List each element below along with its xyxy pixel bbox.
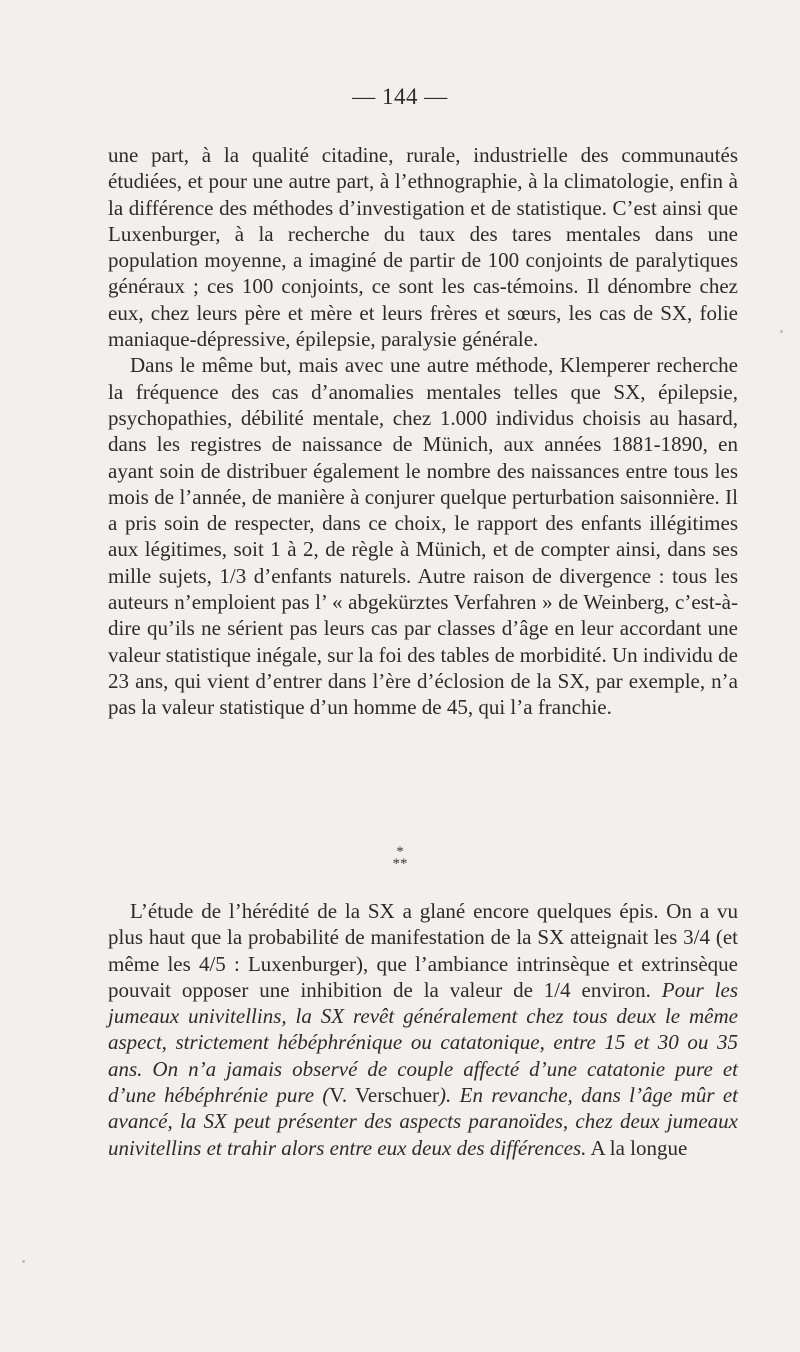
asterism-top-star: * <box>396 844 404 860</box>
paper-speck <box>22 1260 25 1263</box>
paragraph-3-citation: V. Verschuer <box>329 1083 440 1108</box>
paragraph-3-text-tail: A la longue <box>586 1135 688 1160</box>
page-number: — 144 — <box>352 84 448 109</box>
paragraph-2-text: Dans le même but, mais avec une autre méthode, Klemperer recherche la fréquence des cas d’anomalies mentales telles que SX, épilepsie, psychopathies, débilité mentale, chez 1.000 individus choisis au hasard, dans les registres de naissance de Münich, aux années 1881-1890, en ayant soin de distribuer également le nombre des naissances entre tous les mois de l’année, de manière à conjurer quelque perturbation saisonnière. Il a pris soin de respecter, dans ce choix, le rapport des enfants illégitimes aux légitimes, soit 1 à 2, de règle à Münich, et de compter ainsi, dans ses mille sujets, 1/3 d’enfants naturels. Autre raison de divergence : tous les auteurs n’emploient pas l’ « abgekürztes Verfahren » de Weinberg, c’est-à-dire qu’ils ne sérient pas leurs cas par classes d’âge en leur accordant une valeur statistique inégale, sur la foi des tables de morbidité. Un individu de 23 ans, qui vient d’entrer dans l’ère d’éclosion de la SX, par exemple, n’a pas la valeur statistique d’un homme de 45, qui l’a franchie. <box>108 353 738 720</box>
paragraph-2 <box>108 352 738 720</box>
section-separator-asterism <box>0 846 800 870</box>
body-text-section-2 <box>108 898 738 1161</box>
body-text-section-1 <box>108 142 738 721</box>
paragraph-3 <box>108 898 738 1161</box>
paper-speck <box>780 330 783 333</box>
asterism-bottom-stars: ** <box>392 856 408 872</box>
paragraph-3-text-italic: Pour les jumeaux univitellins, la SX revêt généralement chez tous deux le même aspect, strictement hébéphrénique ou catatonique, entre 15 et 30 ou 35 ans. On n’a jamais observé de couple affecté d’une catatonie pure et d’une hébéphrénie pure ( <box>108 977 739 1108</box>
paragraph-3-text-italic-2: ). En revanche, dans l’âge mûr et avancé, la SX peut présenter des aspects paranoïdes, chez deux jumeaux univitellins et trahir alors entre eux deux des différences. <box>108 1083 739 1160</box>
paragraph-1 <box>108 142 738 352</box>
paragraph-3-text-roman: L’étude de l’hérédité de la SX a glané encore quelques épis. On a vu plus haut que la probabilité de manifestation de la SX atteignait les 3/4 (et même les 4/5 : Luxenburger), que l’ambiance intrinsèque et extrinsèque pouvait opposer une inhibition de la valeur de 1/4 environ. <box>108 899 738 1002</box>
paragraph-1-text: une part, à la qualité citadine, rurale, industrielle des communautés étudiées, et pour une autre part, à l’ethnographie, à la climatologie, enfin à la différence des méthodes d’investigation et de statistique. C’est ainsi que Luxenburger, à la recherche du taux des tares mentales dans une population moyenne, a imaginé de partir de 100 conjoints de paralytiques généraux ; ces 100 conjoints, ce sont les cas-témoins. Il dénombre chez eux, chez leurs père et mère et leurs frères et sœurs, les cas de SX, folie maniaque-dépressive, épilepsie, paralysie générale. <box>108 143 738 352</box>
